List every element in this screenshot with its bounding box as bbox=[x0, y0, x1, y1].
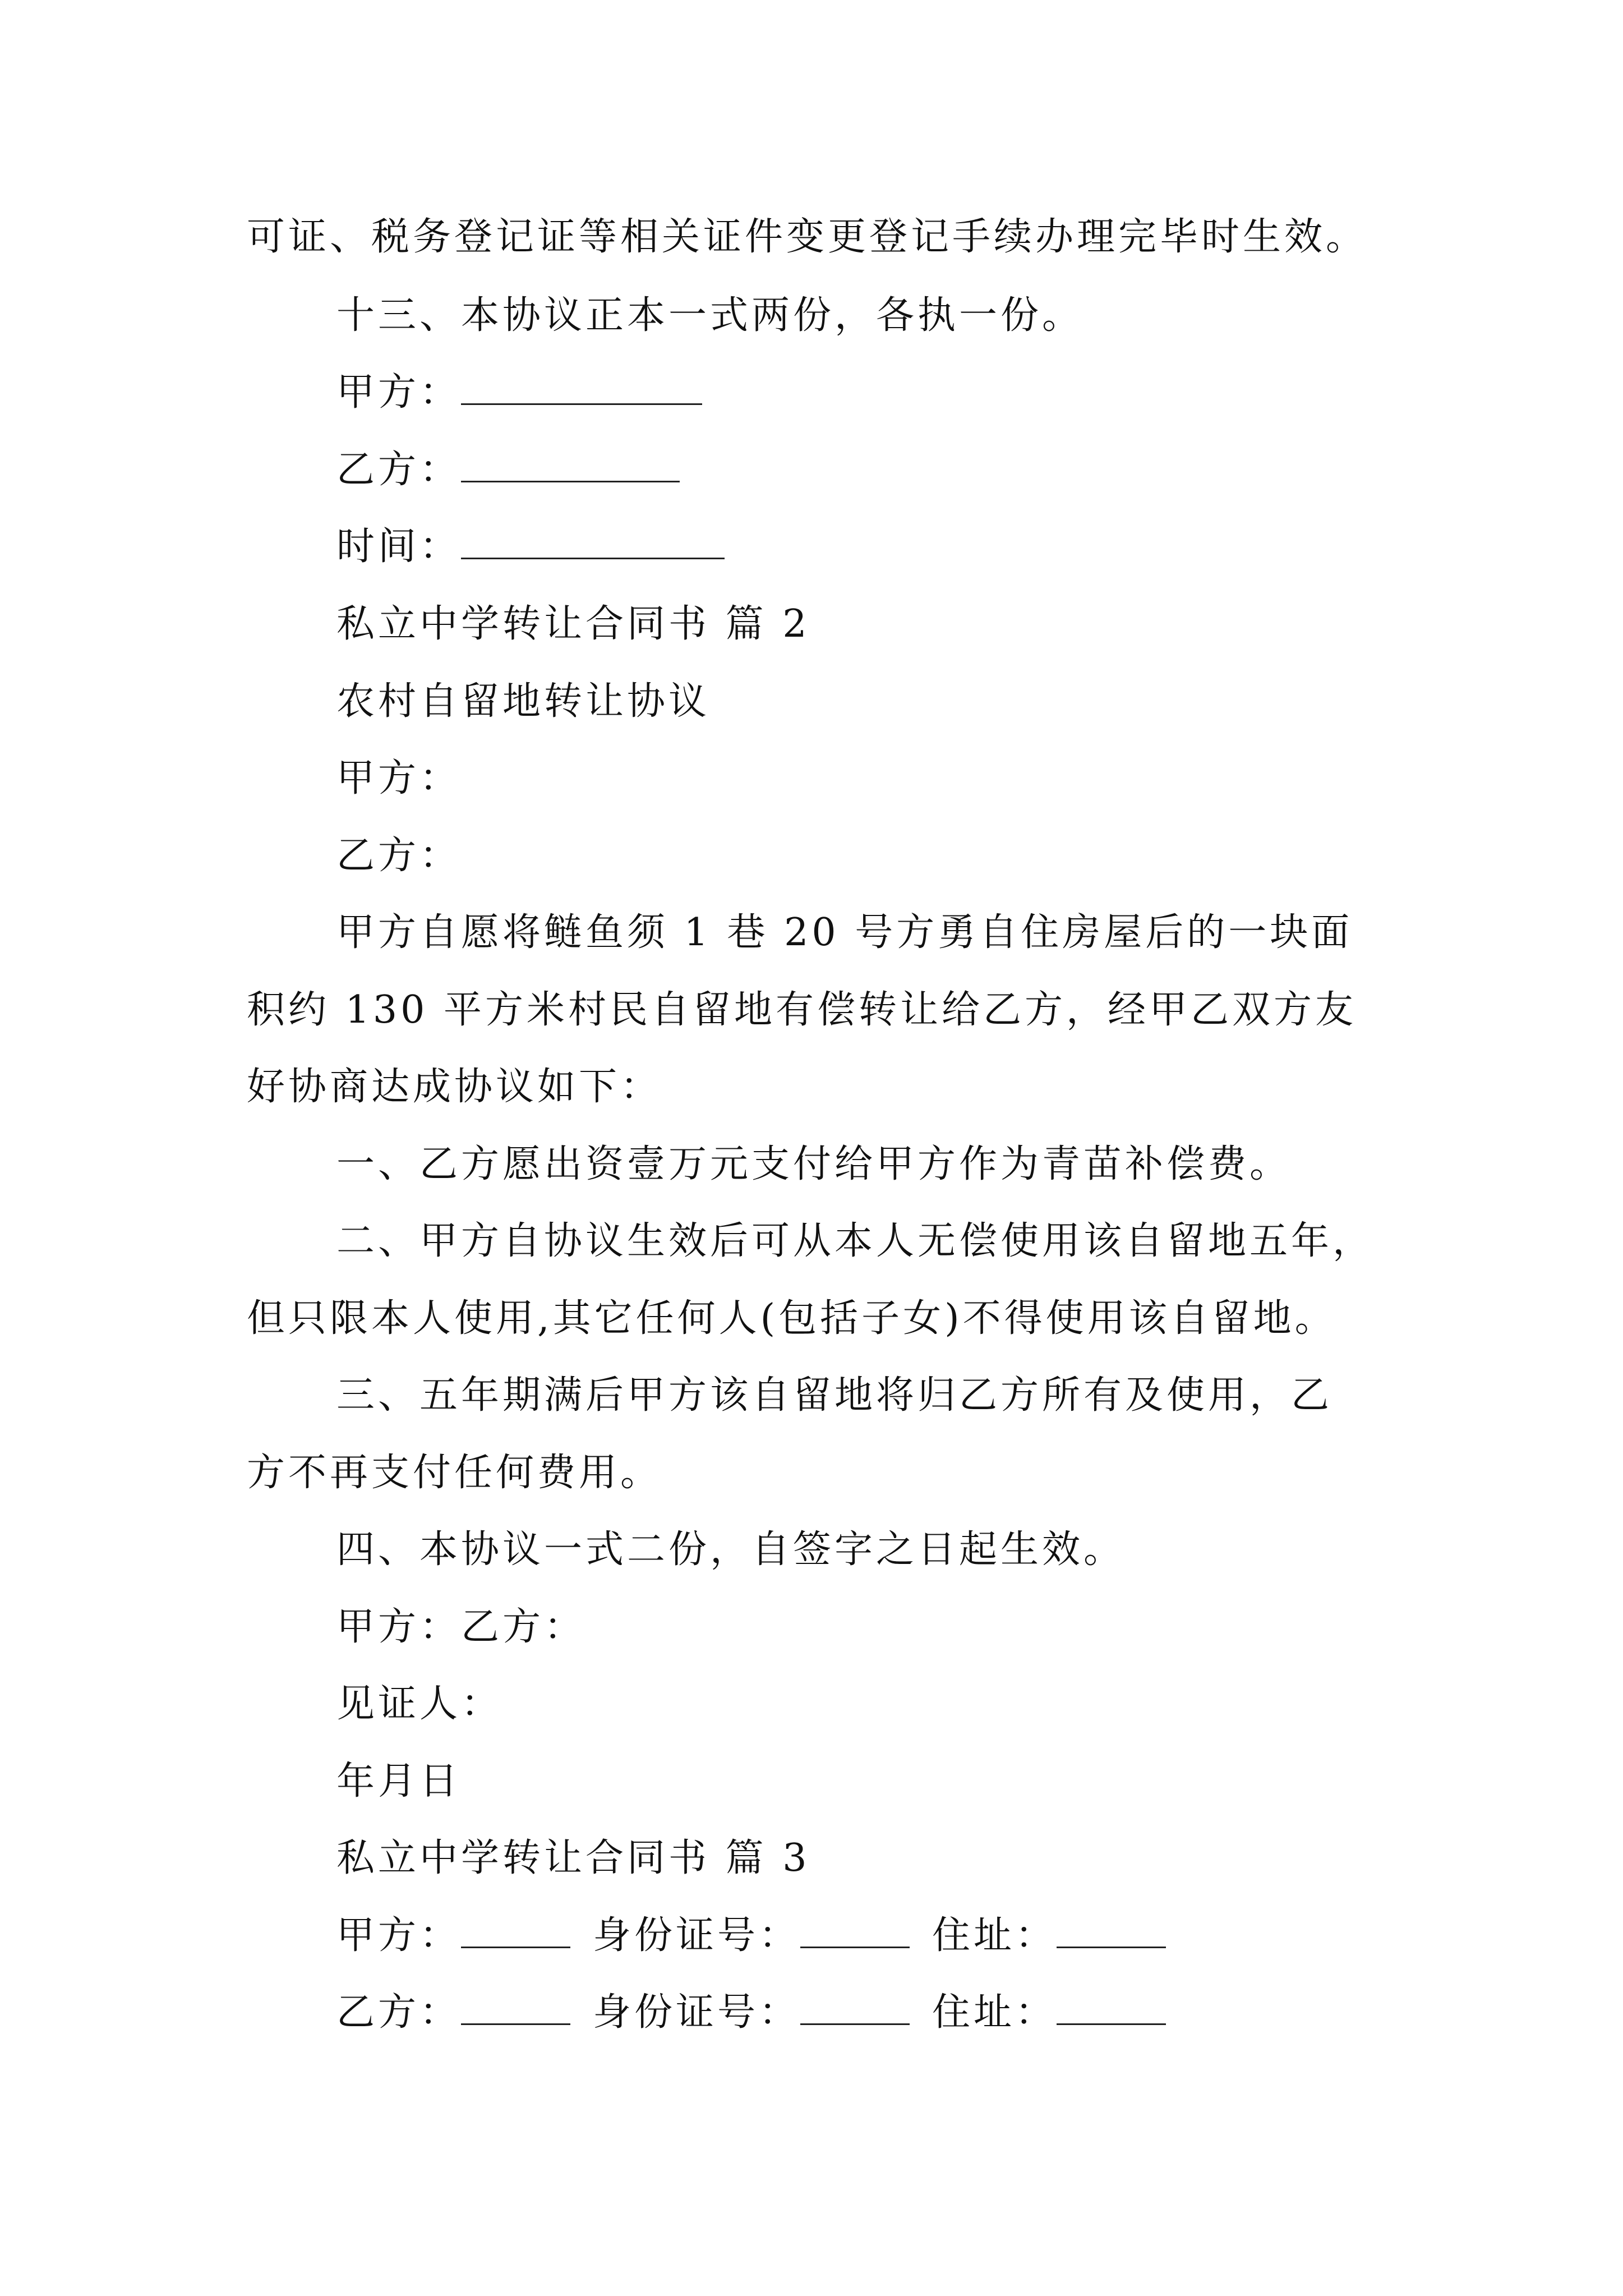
address-blank bbox=[1057, 1917, 1166, 1948]
id-label: 身份证号： bbox=[593, 1990, 801, 2035]
date-label: 时间： bbox=[336, 524, 462, 569]
paragraph-line: 积约 130 平方米村民自留地有偿转让给乙方，经甲乙双方友 bbox=[247, 988, 1357, 1032]
party-label: 乙方： bbox=[336, 1990, 462, 2035]
witness-line: 见证人： bbox=[336, 1682, 503, 1726]
paragraph-line: 方不再支付任何费用。 bbox=[247, 1451, 662, 1495]
paragraph-line: 但只限本人使用,其它任何人(包括子女)不得使用该自留地。 bbox=[247, 1296, 1336, 1341]
date-blank bbox=[461, 528, 725, 559]
party-row-b bbox=[336, 1987, 1166, 2038]
clause-13: 十三、本协议正本一式两份，各执一份。 bbox=[336, 293, 1084, 338]
clause-1: 一、乙方愿出资壹万元支付给甲方作为青苗补偿费。 bbox=[336, 1142, 1292, 1186]
paragraph-line: 好协商达成协议如下： bbox=[247, 1065, 662, 1109]
party-b-blank bbox=[461, 452, 680, 482]
paragraph-line: 甲方自愿将鲢鱼须 1 巷 20 号方勇自住房屋后的一块面 bbox=[336, 910, 1353, 955]
party-a-blank bbox=[461, 374, 702, 405]
address-label: 住址： bbox=[932, 1913, 1057, 1958]
party-b-signature bbox=[336, 445, 680, 495]
signatures-line: 甲方：乙方： bbox=[336, 1605, 586, 1649]
name-blank bbox=[461, 1994, 570, 2025]
party-b-label: 乙方： bbox=[336, 448, 462, 492]
date-signature bbox=[336, 522, 725, 572]
section-title-2: 私立中学转让合同书 篇 2 bbox=[336, 602, 810, 646]
address-label: 住址： bbox=[932, 1990, 1057, 2035]
date-line: 年月日 bbox=[336, 1759, 462, 1803]
party-a-line: 甲方： bbox=[336, 756, 462, 800]
id-label: 身份证号： bbox=[593, 1913, 801, 1958]
agreement-title: 农村自留地转让协议 bbox=[336, 679, 711, 724]
party-label: 甲方： bbox=[336, 1913, 462, 1958]
paragraph-line: 可证、税务登记证等相关证件变更登记手续办理完毕时生效。 bbox=[247, 215, 1368, 259]
section-title-3: 私立中学转让合同书 篇 3 bbox=[336, 1836, 810, 1880]
party-row-a bbox=[336, 1911, 1166, 1961]
clause-2: 二、甲方自协议生效后可从本人无偿使用该自留地五年， bbox=[336, 1219, 1375, 1263]
name-blank bbox=[461, 1917, 570, 1948]
id-blank bbox=[800, 1994, 910, 2025]
clause-3: 三、五年期满后甲方该自留地将归乙方所有及使用，乙 bbox=[336, 1373, 1333, 1418]
address-blank bbox=[1057, 1994, 1166, 2025]
clause-4: 四、本协议一式二份，自签字之日起生效。 bbox=[336, 1527, 1126, 1572]
party-a-signature bbox=[336, 367, 702, 418]
party-b-line: 乙方： bbox=[336, 834, 462, 878]
id-blank bbox=[800, 1917, 910, 1948]
party-a-label: 甲方： bbox=[336, 370, 462, 415]
